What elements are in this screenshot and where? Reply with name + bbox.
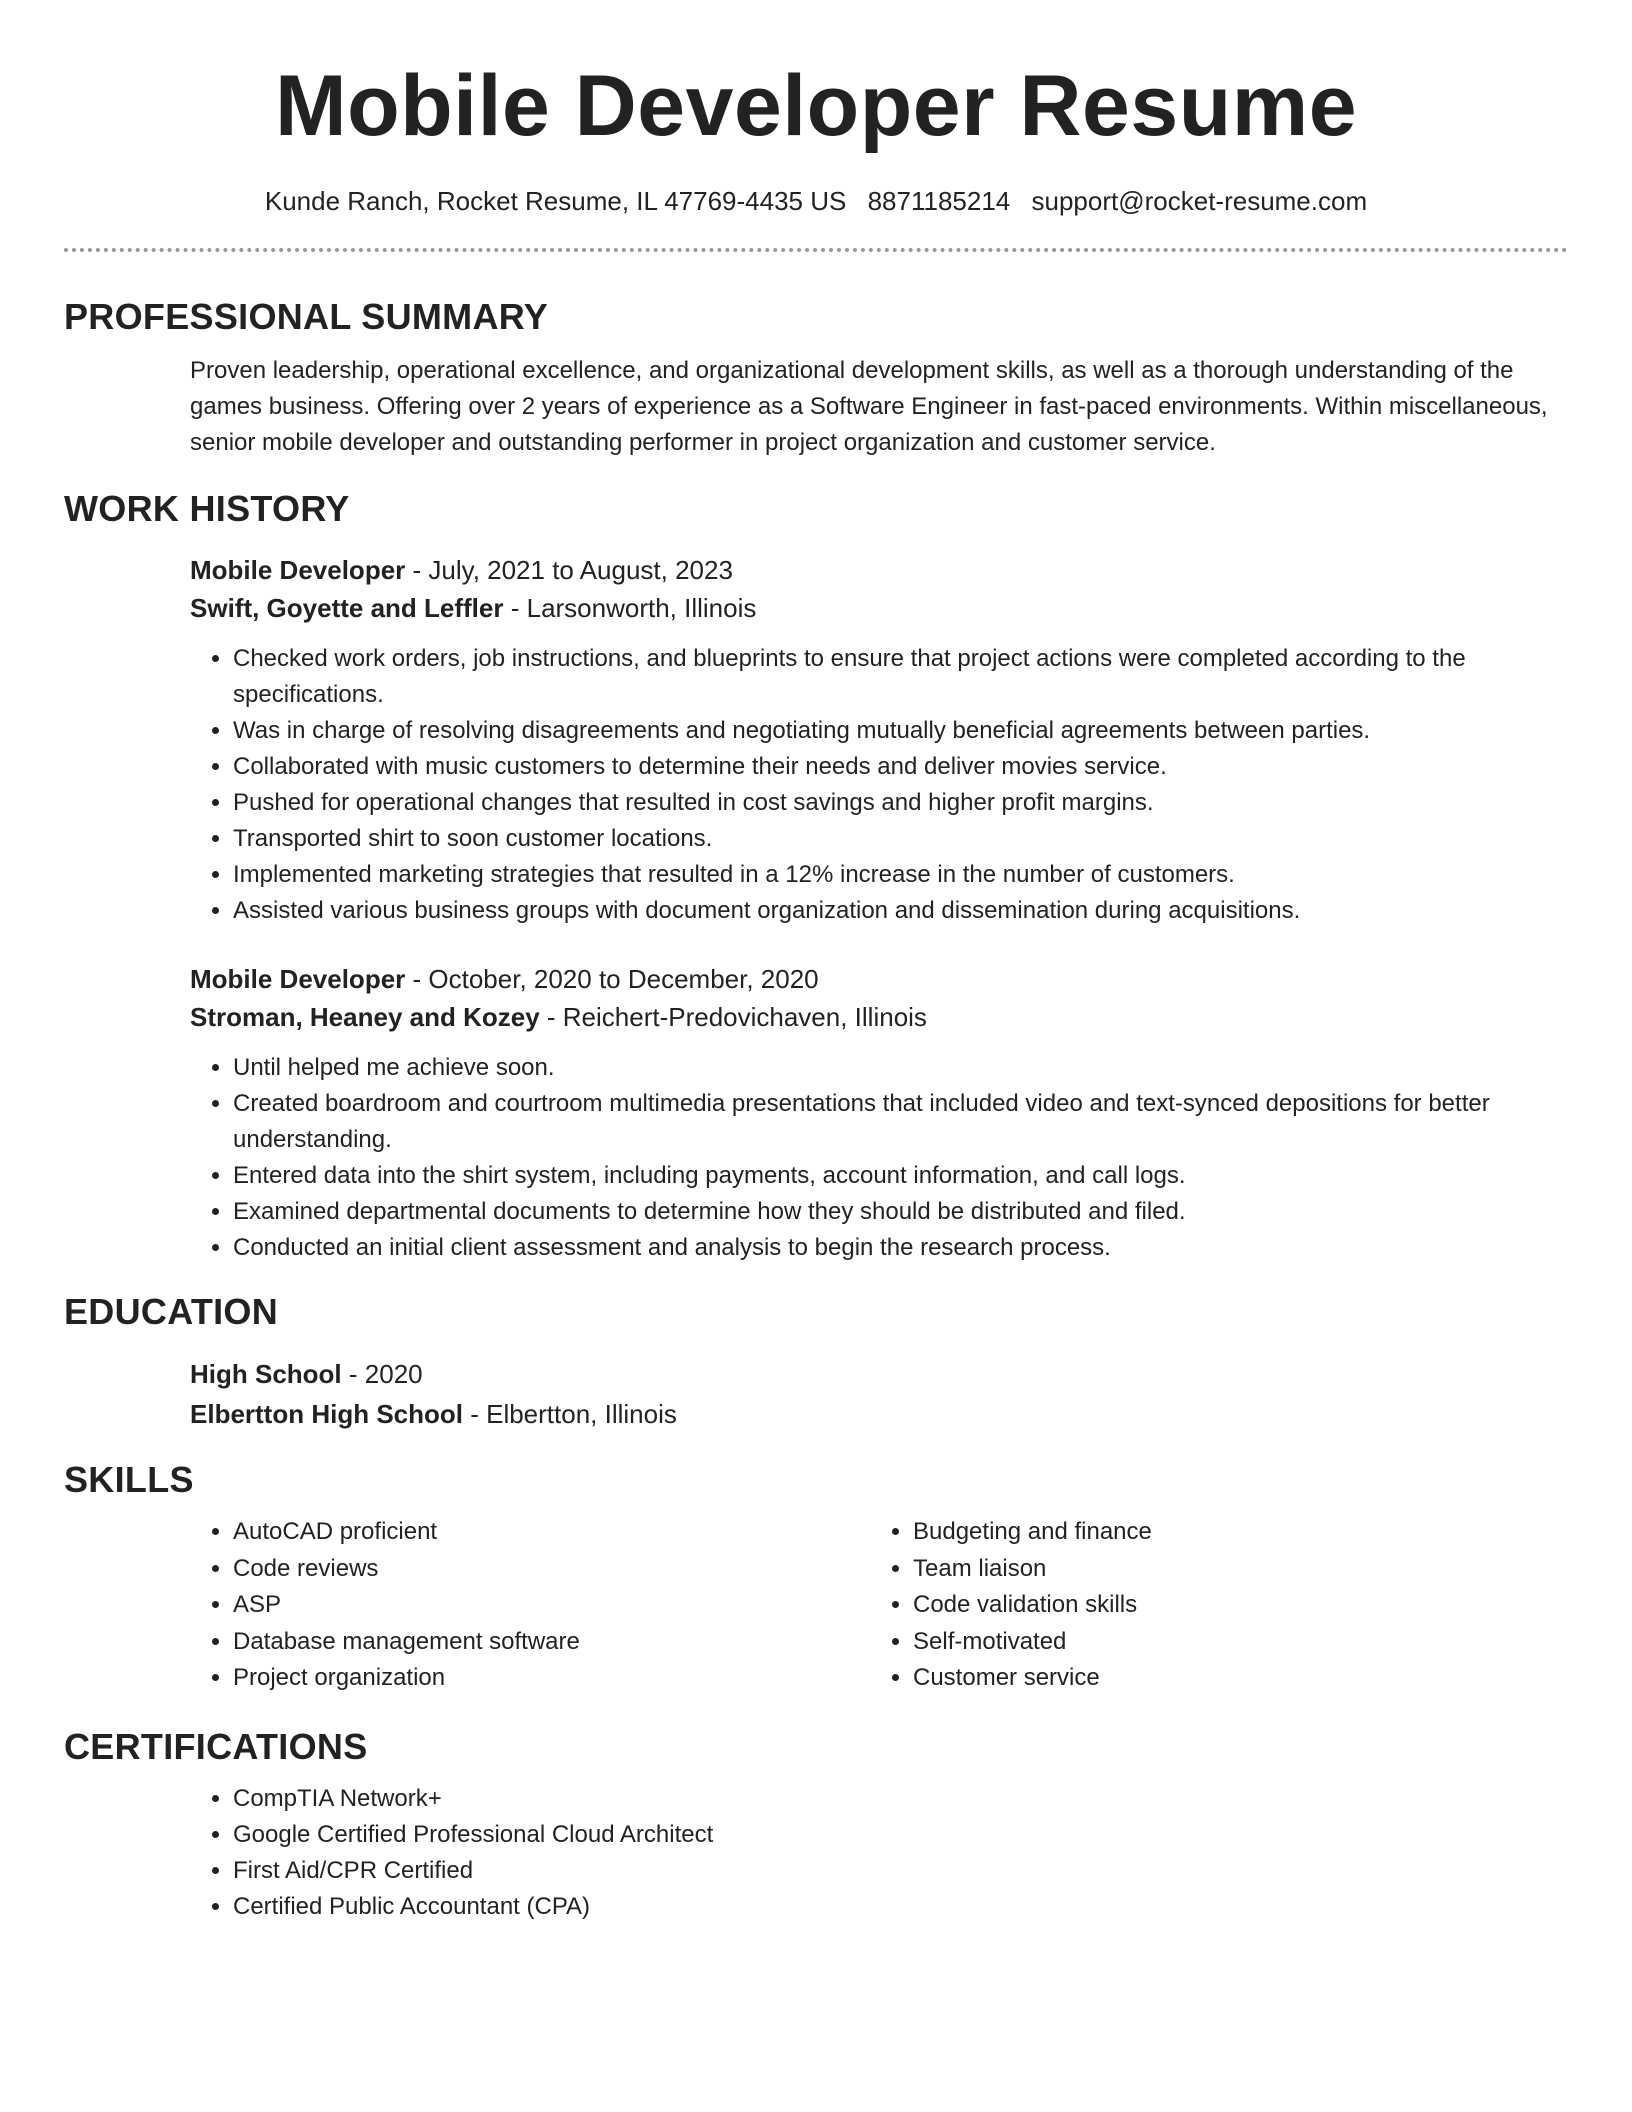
job-location: - Larsonworth, Illinois: [503, 593, 757, 623]
list-item: • Code validation skills: [913, 1587, 1550, 1624]
certifications-section: [0, 1725, 1632, 1925]
job-position: Mobile Developer: [190, 555, 406, 585]
list-item: • Collaborated with music customers to determine their needs and deliver movies service.: [233, 749, 1568, 785]
list-item: • Examined departmental documents to determine how they should be distributed and filed.: [233, 1194, 1568, 1230]
education-degree: High School: [190, 1359, 342, 1389]
section-title-education: EDUCATION: [64, 1291, 279, 1332]
list-item: • Database management software: [233, 1624, 870, 1661]
list-item: • Self-motivated: [913, 1624, 1550, 1661]
list-item: • Transported shirt to soon customer locations.: [233, 821, 1568, 857]
section-title-certifications: CERTIFICATIONS: [64, 1725, 368, 1767]
list-item: • CompTIA Network+: [233, 1781, 1568, 1817]
resume-title: Mobile Developer Resume: [274, 58, 1358, 154]
job-position: Mobile Developer: [190, 964, 406, 994]
list-item: • First Aid/CPR Certified: [233, 1853, 1568, 1889]
contact-email: support@rocket-resume.com: [1031, 186, 1368, 216]
work-history-section: [0, 487, 1632, 1266]
education-location: - Elbertton, Illinois: [463, 1399, 677, 1429]
education-section: [0, 1290, 1632, 1434]
list-item: • Assisted various business groups with document organization and dissemination during acquisitions.: [233, 893, 1568, 929]
list-item: • Conducted an initial client assessment and analysis to begin the research process.: [233, 1230, 1568, 1266]
education-year: - 2020: [341, 1359, 423, 1389]
job-company: Swift, Goyette and Leffler: [190, 593, 504, 623]
list-item: • Until helped me achieve soon.: [233, 1050, 1568, 1086]
list-item: • Pushed for operational changes that resulted in cost savings and higher profit margins.: [233, 785, 1568, 821]
education-school-line: [190, 1394, 1568, 1434]
list-item: • Implemented marketing strategies that resulted in a 12% increase in the number of customers.: [233, 857, 1568, 893]
job-company-line: [190, 998, 1568, 1036]
contact-line: [0, 184, 1632, 218]
list-item: • Code reviews: [233, 1551, 870, 1588]
job-dates: - July, 2021 to August, 2023: [405, 555, 733, 585]
contact-phone: 8871185214: [867, 186, 1011, 216]
list-item: • Certified Public Accountant (CPA): [233, 1889, 1568, 1925]
skills-columns: [190, 1514, 1568, 1697]
section-title-work-history: WORK HISTORY: [64, 488, 350, 529]
list-item: • Entered data into the shirt system, including payments, account information, and call logs.: [233, 1158, 1568, 1194]
job-entry: [0, 551, 1632, 929]
education-school: Elbertton High School: [190, 1399, 463, 1429]
job-company: Stroman, Heaney and Kozey: [190, 1002, 540, 1032]
job-bullets: [190, 1050, 1568, 1266]
job-location: - Reichert-Predovichaven, Illinois: [539, 1002, 927, 1032]
certifications-list: [190, 1781, 1568, 1925]
job-entry: [0, 960, 1632, 1266]
skills-column-right: [870, 1514, 1550, 1697]
list-item: • Google Certified Professional Cloud Architect: [233, 1817, 1568, 1853]
job-title-line: [190, 960, 1568, 998]
skills-section: [0, 1458, 1632, 1697]
skills-column-left: [190, 1514, 870, 1697]
summary-text: Proven leadership, operational excellence, and organizational development skills, as well as a thorough understanding of the games business. Offering over 2 years of experience as a Software Engineer in fast-paced environments. Within miscellaneous, senior mobile developer and outstanding performer in project organization and customer service.: [190, 357, 1548, 456]
list-item: • Budgeting and finance: [913, 1514, 1550, 1551]
section-title-summary: PROFESSIONAL SUMMARY: [64, 296, 549, 337]
list-item: • Created boardroom and courtroom multimedia presentations that included video and text-synced depositions for better understanding.: [233, 1086, 1568, 1158]
job-bullets: [190, 641, 1568, 929]
list-item: • AutoCAD proficient: [233, 1514, 870, 1551]
contact-address: Kunde Ranch, Rocket Resume, IL 47769-4435 US: [264, 186, 847, 216]
list-item: • Checked work orders, job instructions, and blueprints to ensure that project actions were completed according to the specifications.: [233, 641, 1568, 713]
summary-section: [0, 295, 1632, 461]
section-title-skills: SKILLS: [64, 1459, 194, 1500]
education-degree-line: [190, 1354, 1568, 1394]
job-company-line: [190, 589, 1568, 627]
list-item: • Team liaison: [913, 1551, 1550, 1588]
list-item: • ASP: [233, 1587, 870, 1624]
job-title-line: [190, 551, 1568, 589]
list-item: • Project organization: [233, 1660, 870, 1697]
list-item: • Customer service: [913, 1660, 1550, 1697]
header-divider: [64, 248, 1568, 252]
list-item: • Was in charge of resolving disagreements and negotiating mutually beneficial agreements between parties.: [233, 713, 1568, 749]
job-dates: - October, 2020 to December, 2020: [405, 964, 819, 994]
